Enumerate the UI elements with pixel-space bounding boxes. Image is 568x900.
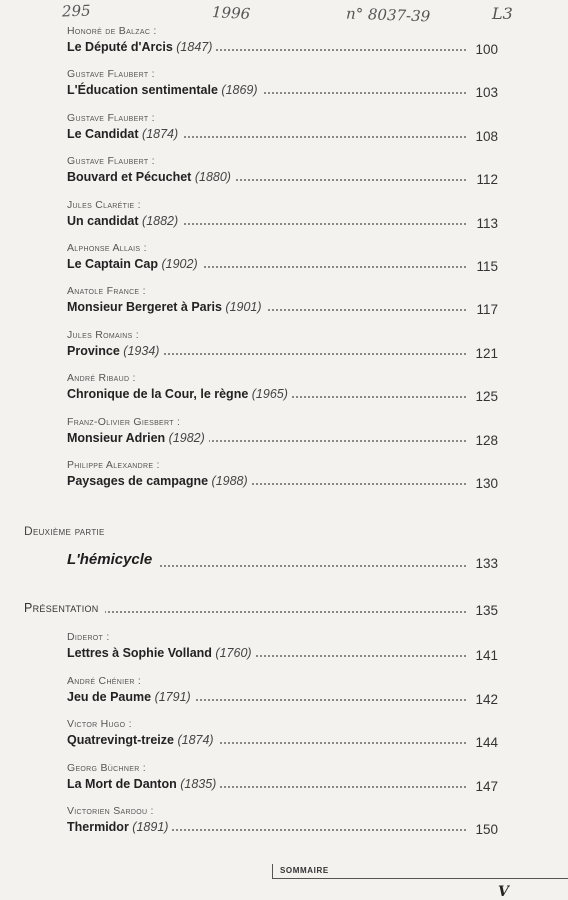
toc-entry[interactable] (67, 372, 498, 405)
part-title-entry[interactable] (67, 551, 498, 575)
author-name: Gustave Flaubert : (67, 155, 155, 168)
footer-section-label: SOMMAIRE (280, 866, 329, 875)
work-title-group (67, 214, 182, 228)
work-title-group (67, 733, 218, 747)
author-name: Anatole France : (67, 285, 146, 298)
page-number: 135 (468, 603, 498, 618)
work-title: Un candidat (67, 213, 139, 228)
part-title: L'hémicycle (67, 551, 160, 568)
author-name: Gustave Flaubert : (67, 111, 155, 124)
page-number: 130 (468, 476, 498, 491)
work-year: (1880) (194, 170, 231, 185)
work-title: Paysages de campagne (67, 474, 209, 488)
work-year: (1835) (180, 776, 217, 791)
work-title: Le Candidat (67, 126, 139, 141)
handwritten-note: 295 (61, 1, 91, 21)
toc-entry[interactable] (67, 675, 498, 708)
author-name: André Chénier : (67, 674, 142, 687)
work-title: Lettres à Sophie Volland (67, 646, 212, 660)
work-year: (1874) (142, 126, 179, 141)
work-year: (1882) (142, 213, 179, 228)
page-number: 150 (468, 822, 498, 837)
work-title-group (67, 820, 172, 834)
title-line (67, 731, 498, 751)
toc-entry[interactable] (67, 762, 498, 795)
title-line (67, 81, 498, 101)
work-title-group (67, 83, 262, 97)
work-title: Monsieur Adrien (67, 430, 166, 445)
page-number: 115 (468, 259, 498, 274)
work-title: Thermidor (67, 820, 129, 834)
author-name: Georg Büchner : (67, 761, 146, 774)
page-number: 121 (468, 346, 498, 361)
handwritten-note: 1996 (211, 3, 251, 23)
author-name: Jules Romains : (67, 328, 139, 341)
work-title: Bouvard et Pécuchet (67, 170, 192, 185)
work-title-group (67, 646, 256, 660)
presentation-label: Présentation (24, 601, 105, 615)
work-year: (1874) (177, 733, 214, 747)
work-title-group (67, 344, 163, 358)
work-year: (1869) (221, 83, 258, 98)
toc-entry[interactable] (67, 25, 498, 58)
title-line (67, 342, 498, 362)
handwritten-note: L3 (492, 4, 513, 23)
title-line (67, 775, 498, 795)
page-number: 141 (468, 648, 498, 663)
toc-entry[interactable] (67, 416, 498, 449)
author-name: Honoré de Balzac : (67, 25, 157, 37)
handwritten-note: n° 8037-39 (345, 4, 431, 26)
work-title: Le Député d'Arcis (67, 40, 173, 54)
work-title-group (67, 690, 195, 704)
title-line (67, 688, 498, 708)
work-title-group (67, 127, 182, 141)
toc-entry[interactable] (67, 329, 498, 362)
author-name: Victorien Sardou : (67, 805, 154, 817)
work-title-group (67, 170, 235, 184)
author-name: Franz-Olivier Giesbert : (67, 415, 181, 428)
toc-entry[interactable] (67, 805, 498, 838)
work-year: (1891) (132, 820, 169, 834)
work-year: (1934) (123, 343, 160, 358)
work-year: (1902) (161, 257, 198, 271)
page-number: 142 (468, 692, 498, 707)
toc-entry[interactable] (67, 459, 498, 492)
toc-entry[interactable] (67, 631, 498, 664)
work-title: Quatrevingt-treize (67, 733, 174, 747)
part-label: Deuxième partie (24, 524, 105, 538)
bleed-through (0, 0, 60, 900)
work-year: (1965) (251, 387, 288, 402)
page-folio: V (498, 884, 509, 900)
toc-entry[interactable] (67, 68, 498, 101)
author-name: Gustave Flaubert : (67, 68, 155, 81)
work-title-group (67, 300, 266, 314)
work-title-group (67, 431, 209, 445)
page-number: 117 (468, 302, 498, 317)
work-year: (1760) (215, 646, 252, 660)
title-line (67, 255, 498, 275)
page-number: 112 (468, 172, 498, 187)
work-title-group (67, 257, 202, 271)
author-name: Jules Clarétie : (67, 198, 141, 211)
work-year: (1791) (154, 689, 191, 704)
work-title: Le Captain Cap (67, 257, 158, 271)
title-line (67, 38, 498, 58)
work-title: Jeu de Paume (67, 689, 152, 704)
title-line (67, 298, 498, 318)
title-line (67, 385, 498, 405)
toc-entry[interactable] (67, 285, 498, 318)
title-line (67, 125, 498, 145)
work-title-group (67, 474, 252, 488)
presentation-entry[interactable] (24, 600, 498, 620)
work-year: (1982) (168, 430, 205, 445)
work-title-group (67, 777, 220, 791)
work-title: L'Éducation sentimentale (67, 83, 218, 98)
work-year: (1988) (211, 474, 248, 488)
work-title: Chronique de la Cour, le règne (67, 387, 249, 402)
title-line (67, 472, 498, 492)
work-title: La Mort de Danton (67, 776, 177, 791)
title-line (67, 429, 498, 449)
work-title: Monsieur Bergeret à Paris (67, 300, 222, 315)
page-number: 133 (468, 556, 498, 571)
title-line (67, 818, 498, 838)
title-line (67, 168, 498, 188)
author-name: Diderot : (67, 631, 110, 643)
page-number: 100 (468, 42, 498, 57)
work-title-group (67, 40, 216, 54)
page-number: 125 (468, 389, 498, 404)
author-name: Victor Hugo : (67, 718, 132, 730)
work-year: (1847) (176, 40, 213, 54)
toc-entry[interactable] (67, 112, 498, 145)
author-name: André Ribaud : (67, 372, 136, 385)
page-number: 113 (468, 216, 498, 231)
title-line (67, 644, 498, 664)
work-year: (1901) (225, 300, 262, 315)
toc-entry[interactable] (67, 199, 498, 232)
toc-entry[interactable] (67, 242, 498, 275)
work-title-group (67, 387, 292, 401)
title-line (67, 212, 498, 232)
author-name: Philippe Alexandre : (67, 459, 160, 471)
toc-entry[interactable] (67, 155, 498, 188)
page-number: 103 (468, 85, 498, 100)
work-title: Province (67, 343, 120, 358)
page-number: 108 (468, 129, 498, 144)
page-number: 144 (468, 735, 498, 750)
page-number: 147 (468, 779, 498, 794)
page-number: 128 (468, 433, 498, 448)
author-name: Alphonse Allais : (67, 242, 147, 254)
toc-entry[interactable] (67, 718, 498, 751)
